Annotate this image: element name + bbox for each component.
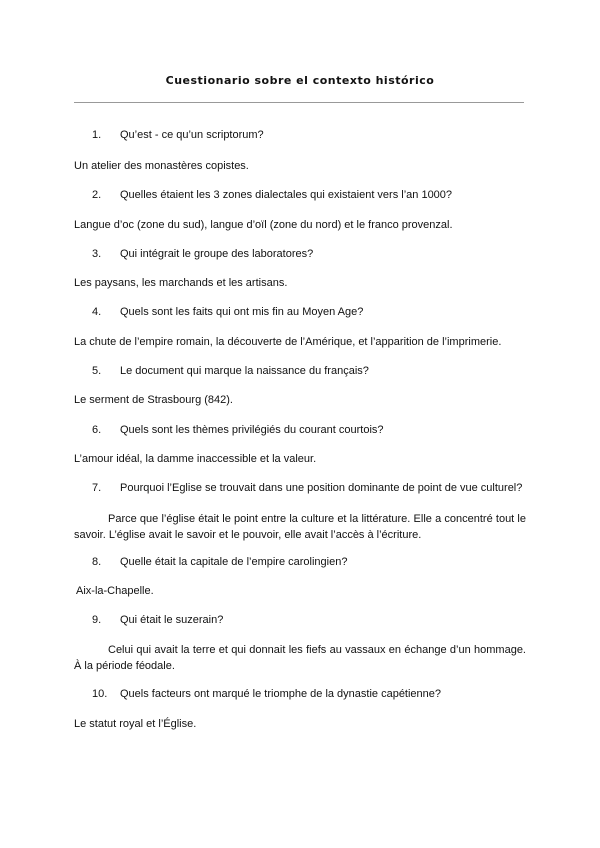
question-text: Quels facteurs ont marqué le triomphe de la dynastie capétienne? (120, 688, 442, 700)
question-3 (92, 248, 313, 260)
question-text: Qu’est - ce qu’un scriptorum? (120, 129, 264, 141)
answer-8: Aix-la-Chapelle. (76, 585, 154, 597)
question-text: Pourquoi l’Eglise se trouvait dans une position dominante de point de vue culturel? (120, 482, 523, 494)
answer-7: Parce que l’église était le point entre la culture et la littérature. Elle a concentré tout le savoir. L’église avait le savoir et le pouvoir, elle avait l’accès à l’écriture. (74, 513, 526, 541)
title-divider (74, 102, 524, 103)
question-5 (92, 365, 369, 377)
question-number: 10. (92, 688, 108, 700)
question-text: Quelles étaient les 3 zones dialectales qui existaient vers l’an 1000? (120, 189, 453, 201)
question-number: 7. (92, 482, 102, 494)
answer-3: Les paysans, les marchands et les artisans. (74, 277, 288, 289)
answer-5: Le serment de Strasbourg (842). (74, 394, 233, 406)
question-number: 6. (92, 424, 102, 436)
question-number: 4. (92, 306, 102, 318)
answer-2: Langue d’oc (zone du sud), langue d’oïl (zone du nord) et le franco provenzal. (74, 219, 453, 231)
answer-9: Celui qui avait la terre et qui donnait les fiefs au vassaux en échange d’un hommage. À la période féodale. (74, 644, 526, 672)
question-number: 9. (92, 614, 102, 626)
question-number: 8. (92, 556, 102, 568)
question-7 (92, 482, 522, 494)
question-text: Qui intégrait le groupe des laboratores? (120, 248, 314, 260)
question-number: 2. (92, 189, 102, 201)
question-4 (92, 306, 363, 318)
question-text: Le document qui marque la naissance du français? (120, 365, 369, 377)
question-text: Quels sont les thèmes privilégiés du courant courtois? (120, 424, 384, 436)
question-number: 1. (92, 129, 102, 141)
question-2 (92, 189, 452, 201)
answer-10: Le statut royal et l’Église. (74, 718, 197, 730)
answer-4: La chute de l’empire romain, la découverte de l’Amérique, et l’apparition de l’imprimerie. (74, 336, 502, 348)
question-6 (92, 424, 384, 436)
question-number: 5. (92, 365, 102, 377)
answer-1: Un atelier des monastères copistes. (74, 160, 249, 172)
question-number: 3. (92, 248, 102, 260)
question-text: Quels sont les faits qui ont mis fin au Moyen Age? (120, 306, 364, 318)
question-8 (92, 556, 347, 568)
question-text: Qui était le suzerain? (120, 614, 224, 626)
document-title: Cuestionario sobre el contexto histórico (165, 74, 435, 87)
answer-6: L’amour idéal, la damme inaccessible et la valeur. (74, 453, 317, 465)
question-1 (92, 129, 264, 141)
question-9 (92, 614, 223, 626)
question-10 (92, 688, 441, 700)
question-text: Quelle était la capitale de l’empire carolingien? (120, 556, 348, 568)
